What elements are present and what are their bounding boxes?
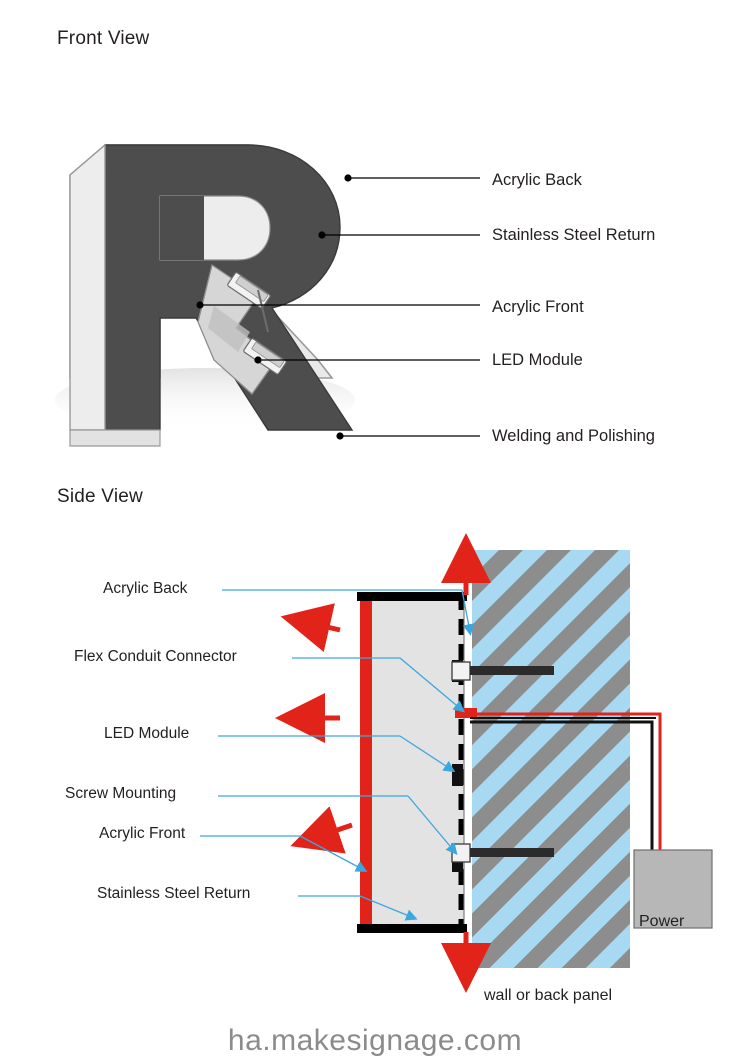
stainless-return-top <box>357 592 467 601</box>
side-label-stainless-steel-return: Stainless Steel Return <box>97 885 251 902</box>
letter-channel-body <box>364 598 464 928</box>
wall-panel <box>472 550 630 968</box>
power-box-label: Power <box>639 913 685 930</box>
callout-label-led-module: LED Module <box>492 351 583 369</box>
side-label-acrylic-front: Acrylic Front <box>99 825 186 842</box>
acrylic-front-face <box>70 145 105 430</box>
callout-label-acrylic-front: Acrylic Front <box>492 298 584 316</box>
side-label-flex-conduit-connector: Flex Conduit Connector <box>74 648 237 665</box>
side-view-diagram <box>0 520 750 1020</box>
site-watermark: ha.makesignage.com <box>227 1024 523 1057</box>
side-label-led-module: LED Module <box>104 725 190 742</box>
letter-counter-inner-dark <box>160 196 204 260</box>
callout-label-acrylic-back: Acrylic Back <box>492 171 582 189</box>
acrylic-front-bottom <box>70 430 160 446</box>
stainless-return-bottom <box>357 924 467 933</box>
side-label-acrylic-back: Acrylic Back <box>103 580 188 597</box>
front-view-diagram <box>0 60 750 460</box>
wall-caption: wall or back panel <box>484 987 613 1004</box>
side-label-screw-mounting: Screw Mounting <box>65 785 177 802</box>
front-view-artwork <box>0 60 750 460</box>
callout-label-stainless-steel-return: Stainless Steel Return <box>492 226 656 244</box>
front-view-title: Front View <box>57 28 150 49</box>
side-view-title: Side View <box>57 486 143 507</box>
acrylic-front-strip <box>360 598 372 928</box>
callout-label-welding-and-polishing: Welding and Polishing <box>492 427 655 445</box>
